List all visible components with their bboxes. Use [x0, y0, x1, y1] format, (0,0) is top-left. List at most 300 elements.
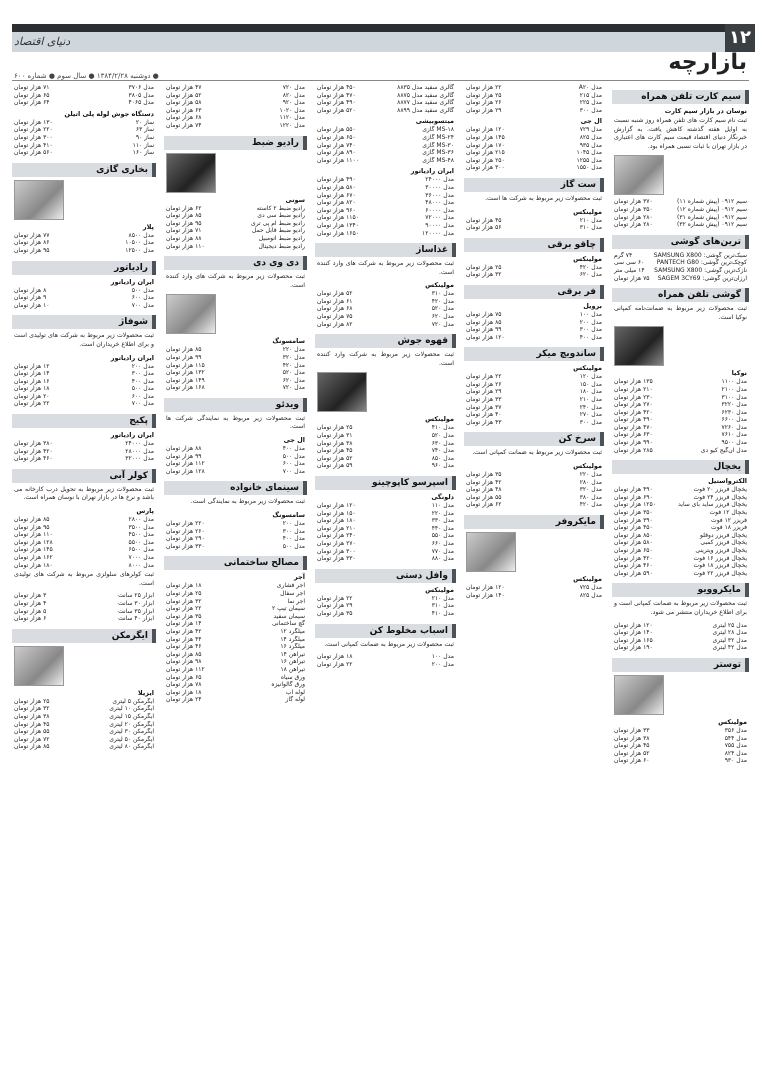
item-price: ۳۵ هزار تومان	[466, 471, 502, 479]
price-row	[464, 584, 604, 592]
item-name: مدل ۶۳۰	[431, 439, 454, 447]
brand-label: ایران رادیاتور	[110, 277, 154, 286]
price-row	[464, 99, 604, 107]
section-title: فر برقی	[464, 285, 604, 299]
item-price: ۷۷ هزار تومان	[14, 231, 50, 239]
item-price: ۱۴ میلی متر	[614, 266, 645, 274]
item-price: ۲۱۵ هزار تومان	[466, 149, 505, 157]
item-name: مدل ۹۳۵	[579, 141, 602, 149]
price-row	[164, 643, 307, 651]
item-name: مدل ۸۸۰	[431, 555, 454, 563]
price-row	[164, 528, 307, 536]
price-row	[464, 264, 604, 272]
item-name: مدل ۷۷۰	[431, 547, 454, 555]
item-name: مدل ۲۱۰	[579, 216, 602, 224]
price-row	[464, 501, 604, 509]
price-row	[612, 524, 749, 532]
item-price: ۲۵ هزار تومان	[466, 263, 502, 271]
section-description: ثبت محصولات زیر مربوط به ضمانت کمپانی است.	[324, 640, 454, 648]
item-name: میلگرد ۱۴	[280, 635, 305, 643]
item-price: ۱۶ هزار تومان	[14, 377, 50, 385]
item-name: سیم ۰۹۱۲ (پیش شماره ۱۲)	[677, 205, 747, 213]
product-photo	[166, 294, 216, 334]
item-name: مدل ۳۱۰	[431, 602, 454, 610]
price-row	[12, 294, 156, 302]
item-name: مدل ۶۲۰	[431, 313, 454, 321]
item-name: رادیو ضبط اتومبیل	[258, 234, 305, 242]
item-price: ۳۵۰ هزار تومان	[614, 205, 653, 213]
item-price: ۲۶ هزار تومان	[466, 99, 502, 107]
price-row	[612, 424, 749, 432]
price-row	[464, 388, 604, 396]
price-row	[464, 326, 604, 334]
item-name: ایگرمکن ۳۰ لیتری	[109, 728, 154, 736]
item-price: ۱۱۲ هزار تومان	[166, 665, 205, 673]
item-name: مدل ۳۰۰	[579, 326, 602, 334]
item-name: مدل ۳۱۰	[431, 290, 454, 298]
section-description: ثبت محصولات زیر مربوط به شرکت های وارد کننده است.	[317, 260, 454, 276]
item-name: مدل ۶۰۰	[131, 294, 154, 302]
item-price: ۲۲ هزار تومان	[166, 605, 202, 613]
item-price: ۷۵ هزار تومان	[466, 310, 502, 318]
item-name: مدل ۷۰۰	[131, 301, 154, 309]
price-row	[612, 555, 749, 563]
item-price: ۱۸ هزار تومان	[317, 653, 353, 661]
price-row	[164, 666, 307, 674]
masthead-logo: دنیای اقتصاد	[14, 35, 71, 48]
price-row	[612, 259, 749, 267]
item-price: ۱۱۰ هزار تومان	[14, 531, 53, 539]
item-price: ۸۵ هزار تومان	[166, 650, 202, 658]
item-price: ۱۲۰ هزار تومان	[614, 621, 653, 629]
price-row	[315, 610, 456, 618]
section-title: دی وی دی	[164, 256, 307, 270]
item-price: ۶۳ هزار تومان	[166, 106, 202, 114]
item-name: مدل ۸۲۰	[282, 91, 305, 99]
header-dark-strip	[12, 24, 732, 32]
section-description: ثبت محصولات زیر مربوط به شرکت های تولیدی است و برای اطلاع خریداران است.	[14, 332, 154, 348]
item-price: ۳۰۰ هزار تومان	[466, 164, 505, 172]
item-price: ۵۹ هزار تومان	[317, 462, 353, 470]
item-name: مدل ۴۰۶۵	[128, 99, 154, 107]
item-name: مدل ۴۰۰	[282, 535, 305, 543]
item-price: ۱۸ هزار تومان	[14, 385, 50, 393]
item-name: مدل ۳۱۰	[579, 224, 602, 232]
price-row	[315, 305, 456, 313]
item-price: ۸۵ هزار تومان	[166, 212, 202, 220]
section-description: ثبت نام سیم کارت های تلفن همراه روز شنبه نسبت به اوایل هفته گذشته کاهش یافت. به گزارش خبرنگار دنیای اقتصاد قیمت سیم کارت های اعتباری در بازار تهران با ثبات نسبی همراه بود.	[614, 117, 747, 150]
item-name: مدل ۴۱۰	[431, 424, 454, 432]
price-row	[12, 448, 156, 456]
section-title: ویدئو	[164, 398, 307, 412]
price-row	[164, 582, 307, 590]
item-price: ۵۸ هزار تومان	[166, 99, 202, 107]
item-name: MS-۱۸ گازی	[422, 126, 454, 134]
item-price: ۱۶۲ هزار تومان	[14, 554, 53, 561]
item-name: مدل ۲۰۰	[282, 520, 305, 528]
item-name: گالری سفید مدل ۸۸۷۷	[397, 99, 454, 107]
price-row	[12, 743, 156, 751]
item-price: ۳۸۰ هزار تومان	[14, 440, 53, 448]
item-price: ۸ هزار تومان	[14, 286, 47, 294]
item-name: مدل ۱۲۰۰۰۰	[422, 229, 454, 237]
price-row	[315, 230, 456, 238]
item-price: ۱۲۵۰ هزار تومان	[614, 501, 656, 509]
item-name: ورق گالوانیزه	[271, 681, 305, 689]
item-price: ۶۲ هزار تومان	[466, 501, 502, 509]
item-name: مدل ۸۲۵	[579, 133, 602, 141]
brand-label: سامسونگ	[272, 511, 305, 520]
item-name: ایگرمکن ۵۰ لیتری	[109, 735, 154, 743]
product-photo	[166, 153, 216, 193]
columns	[12, 84, 749, 1059]
item-name: مدل ۲۰۰	[131, 362, 154, 370]
item-price: ۶۵۰ هزار تومان	[317, 133, 356, 141]
item-price: ۳۱ هزار تومان	[317, 432, 353, 440]
item-price: ۶۸ هزار تومان	[166, 114, 202, 122]
item-price: ۴۹۰ هزار تومان	[317, 99, 356, 107]
brand-label: برویل	[583, 301, 602, 310]
item-name: مدل ۱۰۲۰	[279, 106, 305, 114]
item-name: رادیو ضبط ام پی تری	[251, 219, 305, 227]
item-price: ۸۸ هزار تومان	[166, 234, 202, 242]
price-row	[612, 742, 749, 750]
item-price: ۳۳۰ هزار تومان	[166, 542, 205, 550]
item-name: مدل ۷۲۰	[282, 384, 305, 392]
price-row	[612, 757, 749, 765]
price-row	[164, 468, 307, 476]
item-price: ۲۵۰ هزار تومان	[466, 156, 505, 164]
item-price: ۱۲۸ هزار تومان	[166, 467, 205, 475]
item-price: ۴۶۰ هزار تومان	[614, 562, 653, 570]
item-name: مدل ۷۰۰	[282, 467, 305, 475]
item-price: ۶۷۰ هزار تومان	[317, 191, 356, 199]
item-price: ۴ هزار تومان	[14, 599, 47, 607]
price-row	[315, 462, 456, 470]
item-price: ۹۸ هزار تومان	[166, 658, 202, 666]
item-price: ۵ هزار تومان	[14, 607, 47, 615]
item-price: ۴۴ هزار تومان	[166, 635, 202, 643]
price-row	[464, 134, 604, 142]
item-price: ۴۵۰ هزار تومان	[317, 84, 356, 91]
brand-label: سامسونگ	[272, 337, 305, 346]
item-price: ۲۴ هزار تومان	[166, 696, 202, 704]
product-photo	[614, 326, 664, 366]
item-price: ۳۷۰ هزار تومان	[614, 198, 653, 206]
section-title: ترین‌های گوشی	[612, 235, 749, 249]
price-row	[315, 214, 456, 222]
item-name: مدل ۲۱۰۰	[721, 385, 747, 393]
item-name: MS-۳۰ گازی	[422, 141, 454, 149]
price-row	[164, 205, 307, 213]
column-4	[164, 84, 307, 1059]
item-name: مدل ۶۰۰۰۰	[425, 206, 454, 214]
item-name: مدل ۵۰۰	[131, 385, 154, 393]
item-name: MS-۳۶ گازی	[422, 149, 454, 157]
item-name: مدل ۹۳۰	[724, 757, 747, 765]
item-price: ۴۷۰ هزار تومان	[614, 423, 653, 431]
item-price: ۱۸ هزار تومان	[166, 582, 202, 590]
price-row	[612, 409, 749, 417]
item-name: مدل ۴۲۰	[579, 263, 602, 271]
item-price: ۳۵۰ هزار تومان	[614, 509, 653, 517]
item-name: مدل ۲۲۰	[579, 471, 602, 479]
price-row	[164, 620, 307, 628]
price-row	[612, 539, 749, 547]
price-row	[315, 199, 456, 207]
item-name: ایگرمکن ۲۰ لیتری	[109, 720, 154, 728]
item-name: مدل ۲۱۰	[579, 396, 602, 404]
item-name: ساز ۹۰	[135, 133, 154, 141]
product-photo	[14, 646, 64, 686]
price-row	[164, 227, 307, 235]
price-row	[12, 302, 156, 310]
item-name: یخچال فریزر ۱۸ فوت	[693, 562, 747, 570]
item-price: ۲۹ هزار تومان	[466, 388, 502, 396]
item-price: ۴۲۰ هزار تومان	[614, 554, 653, 562]
item-price: ۱۵۰ هزار تومان	[317, 509, 356, 517]
price-row	[464, 217, 604, 225]
item-name: مدل ۴۰۰	[579, 333, 602, 341]
price-row	[164, 520, 307, 528]
item-price: ۲۸۰ هزار تومان	[614, 213, 653, 221]
item-name: مدل ۶۰۰	[282, 460, 305, 468]
brand-label: مولینکس	[573, 575, 602, 583]
section-title: اسباب مخلوط کن	[315, 624, 456, 638]
item-price: ۶۳۰ هزار تومان	[614, 431, 653, 439]
price-row	[12, 721, 156, 729]
price-row	[164, 696, 307, 704]
item-name: مدل ۵۲۰	[431, 432, 454, 440]
item-price: ۵۲ هزار تومان	[317, 454, 353, 462]
item-name: یخچال ۱۲ فوت	[709, 509, 747, 517]
item-price: ۸۵ هزار تومان	[14, 743, 50, 751]
item-price: ۳۸ هزار تومان	[14, 712, 50, 720]
price-row	[315, 555, 456, 563]
item-name: سیم ۰۹۱۲ (پیش شماره ۱۱)	[677, 198, 747, 206]
item-name: میلگرد ۱۶	[280, 643, 305, 651]
price-row	[612, 439, 749, 447]
price-row	[315, 424, 456, 432]
item-name: مدل A۲۰	[578, 84, 602, 91]
brand-label: ایران رادیاتور	[110, 353, 154, 362]
item-name: مدل ۲۱۵	[579, 91, 602, 99]
price-row	[612, 562, 749, 570]
price-row	[12, 440, 156, 448]
brand-label: ایران رادیاتور	[410, 167, 454, 176]
item-name: یخچال فریزر ۲۴ فوت	[693, 493, 747, 501]
item-name: ابزار ۴۰ سانت	[118, 615, 154, 623]
item-name: مدل ۶۶۰	[431, 539, 454, 547]
price-row	[164, 243, 307, 251]
item-price: ۹۵ هزار تومان	[14, 523, 50, 531]
item-price: ۵۵ هزار تومان	[466, 493, 502, 501]
item-name: مدل ۴۴۰	[431, 524, 454, 532]
price-row	[315, 184, 456, 192]
section-title: سیم کارت تلفن همراه	[612, 90, 749, 104]
price-row	[315, 602, 456, 610]
item-price: ۱۷۰ هزار تومان	[466, 141, 505, 149]
item-price: ۲۱۰ هزار تومان	[614, 385, 653, 393]
item-name: کوچک‌ترین گوشی: PANTECH G80	[656, 259, 747, 267]
dateline: ● دوشنبه ۱۳۸۴/۲/۲۸ ● سال سوم ● شماره ۶۰۰	[14, 72, 159, 80]
section-title: یخچال	[612, 460, 749, 474]
section-description: ثبت محصولات زیر مربوط به ضمانت کمپانی است و برای اطلاع خریداران منتشر می شود.	[614, 600, 747, 616]
price-row	[12, 84, 156, 92]
item-price: ۷۸ هزار تومان	[166, 681, 202, 689]
item-name: یخچال فریزر ویترینی	[695, 547, 747, 554]
item-price: ۷۱ هزار تومان	[166, 227, 202, 235]
price-row	[612, 509, 749, 517]
item-name: مدل ۳۰۰	[579, 418, 602, 426]
item-name: مدل ۴۵۰۰	[128, 531, 154, 539]
item-name: مدل ۳۲۰	[282, 353, 305, 361]
item-price: ۱۶۵ هزار تومان	[614, 636, 653, 644]
section-title: چاقو برقی	[464, 238, 604, 252]
price-row	[164, 220, 307, 228]
item-price: ۲۲ هزار تومان	[466, 84, 502, 91]
price-row	[164, 613, 307, 621]
item-name: مدل ۷۲۹	[579, 126, 602, 134]
product-photo	[14, 180, 64, 220]
item-price: ۲۵ هزار تومان	[14, 697, 50, 705]
price-row	[164, 445, 307, 453]
item-price: ۱۸ هزار تومان	[166, 688, 202, 696]
brand-label: میتسوبیشی	[415, 117, 454, 126]
price-row	[12, 713, 156, 721]
item-price: ۸۵ هزار تومان	[466, 318, 502, 326]
price-row	[612, 547, 749, 555]
item-name: مدل ۴۲۰	[282, 361, 305, 369]
item-price: ۲۵ هزار تومان	[317, 424, 353, 432]
price-row	[464, 411, 604, 419]
price-row	[612, 401, 749, 409]
item-name: ابزار ۳۵ سانت	[118, 607, 154, 615]
item-price: ۶۱ هزار تومان	[317, 297, 353, 305]
product-photo	[614, 675, 664, 715]
item-name: مدل ۱۱۰	[431, 502, 454, 509]
item-name: مدل ۱۱۲۰	[279, 114, 305, 122]
price-row	[315, 440, 456, 448]
item-price: ۹۶۰ هزار تومان	[317, 206, 356, 214]
item-name: مدل ۲۸۰۰۰	[125, 447, 154, 455]
price-row	[612, 221, 749, 229]
item-price: ۴۹۰ هزار تومان	[317, 176, 356, 184]
price-row	[315, 510, 456, 518]
column-2	[464, 84, 604, 1059]
item-name: مدل ۷۲۰	[282, 84, 305, 91]
item-name: ساز ۱۱۰	[132, 141, 154, 149]
item-price: ۳۳ هزار تومان	[614, 726, 650, 734]
item-name: مدل ۳۸۰۵	[128, 91, 154, 99]
item-name: مدل ۹۵۰۰	[721, 439, 747, 447]
brand-label: سونی	[285, 195, 305, 204]
price-row	[12, 134, 156, 142]
brand-label: مولینکس	[718, 717, 747, 726]
item-name: فریزر ۱۲ فوت	[711, 516, 747, 524]
item-name: مدل ۳۵۶	[724, 726, 747, 734]
item-name: مدل ۹۰۰۰۰	[425, 221, 454, 229]
item-name: آجر سفال	[280, 590, 305, 597]
price-row	[315, 157, 456, 165]
price-row	[315, 207, 456, 215]
item-price: ۳۵ هزار تومان	[317, 609, 353, 617]
item-name: مدل ۵۲۰	[282, 369, 305, 377]
item-name: مدل ۲۸۰	[579, 478, 602, 486]
item-name: سیمان تیپ ۲	[272, 605, 305, 613]
item-price: ۴۱۰ هزار تومان	[14, 141, 53, 149]
brand-label: مولینکس	[425, 415, 454, 424]
item-price: ۱۳۲ هزار تومان	[166, 369, 205, 377]
price-row	[464, 373, 604, 381]
item-name: آجر نما	[287, 597, 305, 605]
item-name: مدل ۵۵۰	[431, 532, 454, 540]
item-name: مدل ۳۵۰۰	[128, 523, 154, 531]
item-price: ۳۵ هزار تومان	[166, 612, 202, 620]
section-description: ثبت محصولات زیر مربوط به نمایندگی است.	[190, 498, 305, 506]
price-row	[464, 142, 604, 150]
item-name: مدل ۸۵۰	[431, 454, 454, 462]
item-name: تیرآهن ۱۶	[280, 658, 305, 666]
brand-label: دستگاه جوش لوله پلی اتیلن	[64, 109, 154, 118]
item-price: ۲۱۰ هزار تومان	[317, 524, 356, 532]
brand-label: ال جی	[283, 436, 305, 445]
brand-label: مولینکس	[573, 254, 602, 263]
section-subhead: نوسان در بازار سیم کارت	[664, 107, 747, 115]
item-price: ۷۱ هزار تومان	[14, 84, 50, 91]
item-price: ۲۸۵ هزار تومان	[614, 446, 653, 454]
price-row	[164, 235, 307, 243]
item-price: ۴۵ هزار تومان	[466, 216, 502, 224]
price-row	[464, 404, 604, 412]
price-row	[464, 126, 604, 134]
item-price: ۷۴۰ هزار تومان	[317, 141, 356, 149]
price-row	[12, 600, 156, 608]
price-row	[164, 114, 307, 122]
item-price: ۱۴۰ هزار تومان	[466, 591, 505, 599]
item-name: مدل ۶۵۰۰	[128, 546, 154, 554]
brand-label: ایزیلا	[137, 688, 154, 697]
item-price: ۱۱۰ هزار تومان	[166, 242, 205, 250]
item-name: مدل ۲۷۰	[579, 411, 602, 419]
price-row	[164, 212, 307, 220]
item-name: سبک‌ترین گوشی: SAMSUNG X800	[653, 251, 747, 259]
price-row	[12, 370, 156, 378]
item-price: ۶۰ سی سی	[614, 259, 645, 267]
page-number: ۱۲	[725, 24, 755, 52]
item-price: ۴۲ هزار تومان	[466, 478, 502, 486]
item-name: یخچال فریزر دوقلو	[700, 531, 747, 539]
item-price: ۴۲۰ هزار تومان	[14, 447, 53, 455]
item-name: مدل ۵۲۰	[431, 305, 454, 313]
price-row	[12, 539, 156, 547]
item-name: ایگرمکن ۱۵ لیتری	[109, 712, 154, 720]
price-row	[315, 321, 456, 329]
item-price: ۱۶۸ هزار تومان	[166, 384, 205, 392]
price-row	[612, 447, 749, 455]
price-row	[164, 658, 307, 666]
item-price: ۷۲ هزار تومان	[14, 735, 50, 743]
item-price: ۲۷۰ هزار تومان	[614, 401, 653, 409]
price-row	[464, 592, 604, 600]
price-row	[612, 252, 749, 260]
price-row	[164, 689, 307, 697]
item-name: گالری سفید مدل ۸۸۹۹	[397, 106, 454, 114]
price-row	[12, 142, 156, 150]
price-row	[12, 126, 156, 134]
item-price: ۸۲ هزار تومان	[317, 320, 353, 328]
item-name: مدل ۳۲۲۰	[721, 401, 747, 409]
